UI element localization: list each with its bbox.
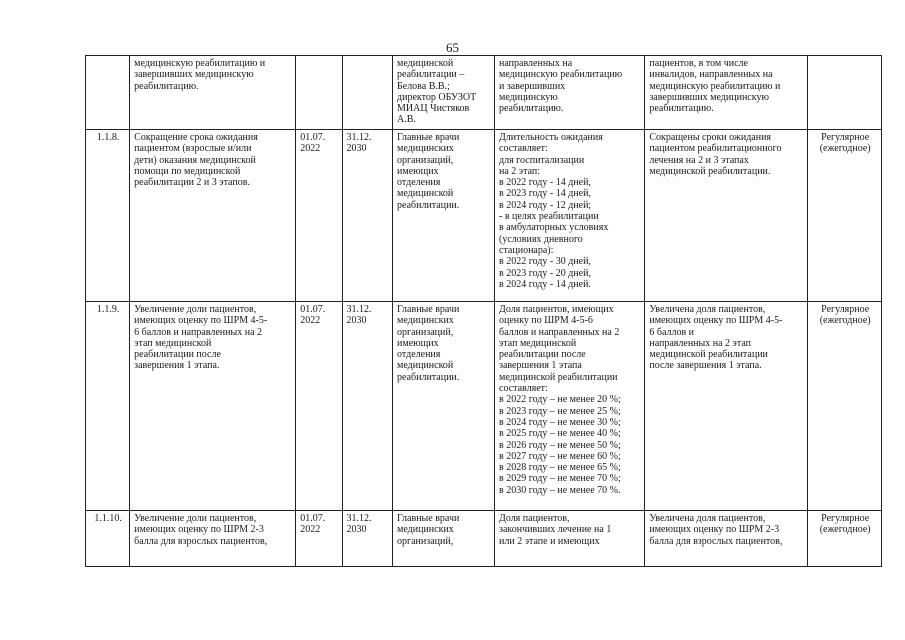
row-number-cell: 1.1.9. (86, 302, 130, 511)
end-date-cell: 31.12. 2030 (342, 302, 392, 511)
row-number-cell: 1.1.8. (86, 130, 130, 302)
responsible-cell: Главные врачи медицинских организаций, имеющих отделения медицинской реабилитации. (393, 130, 495, 302)
table-row (86, 56, 882, 130)
result-cell: Сокращены сроки ожидания пациентом реабилитационного лечения на 2 и 3 этапах медицинской реабилитации. (645, 130, 808, 302)
start-date-cell: 01.07. 2022 (296, 511, 342, 567)
periodicity-cell: Регулярное (ежегодное) (808, 130, 882, 302)
start-date-cell (296, 56, 342, 130)
indicator-cell: Доля пациентов, имеющих оценку по ШРМ 4-5-6 баллов и направленных на 2 этап медицинской реабилитации после завершения 1 этапа медицинской реабилитации составляет: в 2022 году – не менее 20 %; в 2023 году – не менее 25 %; в 2024 году – не менее 30 %; в 2025 году – не менее 40 %; в 2026 году – не менее 50 %; в 2027 году – не менее 60 %; в 2028 году – не менее 65 %; в 2029 году – не менее 70 %; в 2030 году – не менее 70 %. (495, 302, 645, 511)
row-number-cell: 1.1.10. (86, 511, 130, 567)
table-row (86, 302, 882, 511)
indicator-cell: направленных на медицинскую реабилитацию и завершивших медицинскую реабилитацию. (495, 56, 645, 130)
periodicity-cell: Регулярное (ежегодное) (808, 511, 882, 567)
start-date-cell: 01.07. 2022 (296, 302, 342, 511)
end-date-cell: 31.12. 2030 (342, 130, 392, 302)
measure-cell: Увеличение доли пациентов, имеющих оценку по ШРМ 2-3 балла для взрослых пациентов, (130, 511, 296, 567)
periodicity-cell: Регулярное (ежегодное) (808, 302, 882, 511)
result-cell: Увеличена доля пациентов, имеющих оценку по ШРМ 2-3 балла для взрослых пациентов, (645, 511, 808, 567)
measures-table (85, 55, 882, 567)
end-date-cell: 31.12. 2030 (342, 511, 392, 567)
measure-cell: Увеличение доли пациентов, имеющих оценку по ШРМ 4-5- 6 баллов и направленных на 2 этап медицинской реабилитации после завершения 1 этапа. (130, 302, 296, 511)
page-number: 65 (446, 40, 459, 55)
result-cell: пациентов, в том числе инвалидов, направленных на медицинскую реабилитацию и завершивших медицинскую реабилитацию. (645, 56, 808, 130)
periodicity-cell (808, 56, 882, 130)
table-row (86, 130, 882, 302)
row-number-cell (86, 56, 130, 130)
responsible-cell: медицинской реабилитации – Белова В.В.; директор ОБУЗОТ МИАЦ Чистяков А.В. (393, 56, 495, 130)
indicator-cell: Доля пациентов, закончивших лечение на 1 или 2 этапе и имеющих (495, 511, 645, 567)
responsible-cell: Главные врачи медицинских организаций, (393, 511, 495, 567)
responsible-cell: Главные врачи медицинских организаций, имеющих отделения медицинской реабилитации. (393, 302, 495, 511)
start-date-cell: 01.07. 2022 (296, 130, 342, 302)
measure-cell: медицинскую реабилитацию и завершивших медицинскую реабилитацию. (130, 56, 296, 130)
measure-cell: Сокращение срока ожидания пациентом (взрослые и/или дети) оказания медицинской помощи по медицинской реабилитации 2 и 3 этапов. (130, 130, 296, 302)
indicator-cell: Длительность ожидания составляет: для госпитализации на 2 этап: в 2022 году - 14 дней, в 2023 году - 14 дней, в 2024 году - 12 дней; - в целях реабилитации в амбулаторных условиях (условиях дневного стационара): в 2022 году - 30 дней, в 2023 году - 20 дней, в 2024 году - 14 дней. (495, 130, 645, 302)
end-date-cell (342, 56, 392, 130)
table-row (86, 511, 882, 567)
result-cell: Увеличена доля пациентов, имеющих оценку по ШРМ 4-5- 6 баллов и направленных на 2 этап медицинской реабилитации после завершения 1 этапа. (645, 302, 808, 511)
